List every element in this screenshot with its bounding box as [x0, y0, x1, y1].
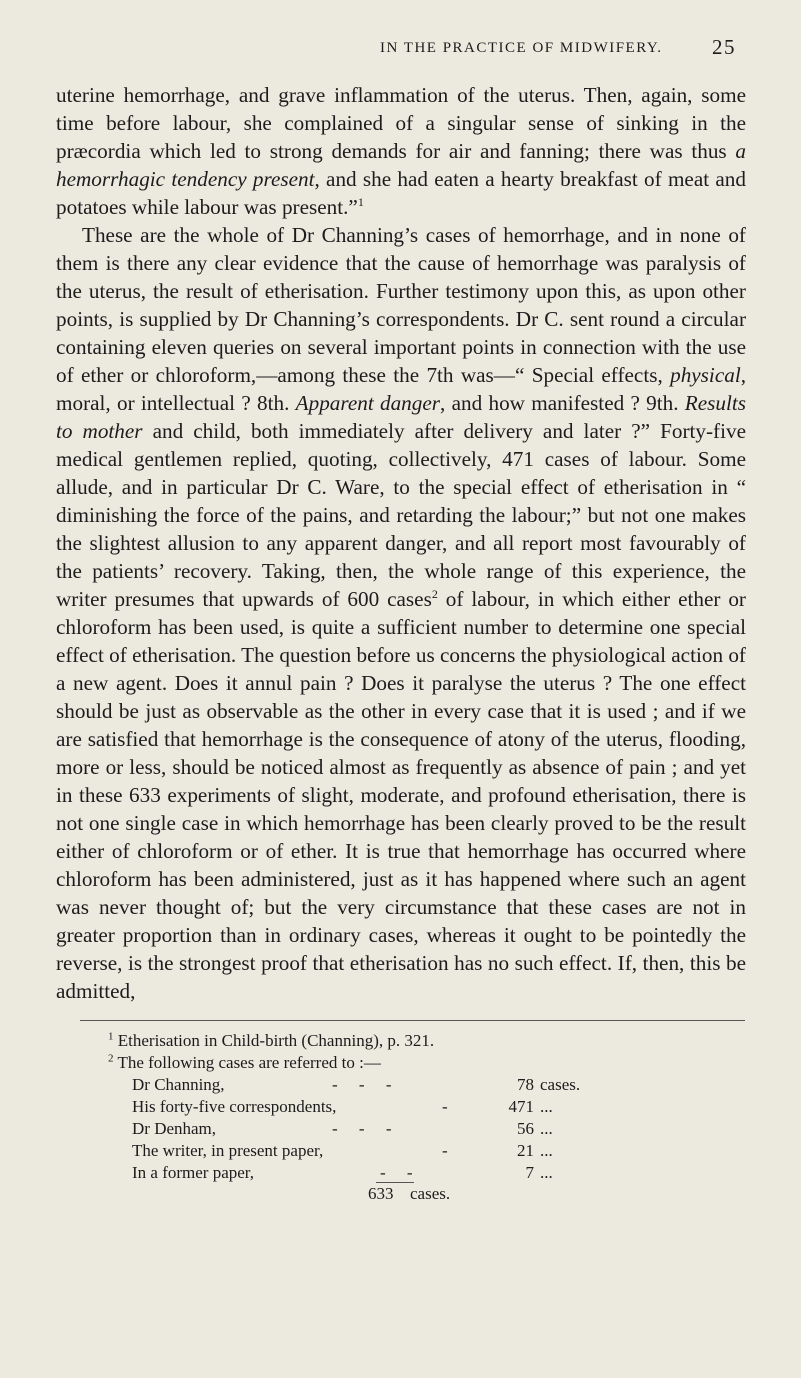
emphasis: Apparent danger — [295, 391, 441, 415]
paragraph-1: uterine hemorrhage, and grave inflammation of the uterus. Then, again, some time before labour, she complained of a singular sense of sinking in the præcordia which led to strong demands for air and fanning; there was thus a hemorrhagic tendency present, and she had eaten a hearty breakfast of meat and potatoes while labour was present.”$^1$ — [56, 83, 746, 219]
page-number: 25 — [712, 35, 736, 59]
footnote-2: $^2$ The following cases are referred to :— — [108, 1052, 381, 1072]
case-table — [132, 1074, 768, 1184]
table-row: In a former paper, - - 7 ... — [132, 1163, 553, 1182]
running-title: IN THE PRACTICE OF MIDWIFERY. — [380, 40, 663, 56]
paragraph-2: These are the whole of Dr Channing’s cases of hemorrhage, and in none of them is there any clear evidence that the cause of hemorrhage was paralysis of the uterus, the result of etherisation. Further testimony upon this, as upon other points, is supplied by Dr Channing’s correspondents. Dr C. sent round a circular containing eleven queries on several important points in connection with the use of ether or chloroform,—among these the 7th was—“ Special effects, physical, moral, or intellectual ? 8th. Apparent danger, and how manifested ? 9th. Results to mother and child, both immediately after delivery and later ?” Forty-five medical gentlemen replied, quoting, collectively, 471 cases of labour. Some allude, and in particular Dr C. Ware, to the special effect of etherisation in “ diminishing the force of the pains, and retarding the labour;” but not one makes the slightest allusion to any apparent danger, and all report most favourably of the patients’ recovery. Taking, then, the whole range of this experience, the writer presumes that upwards of 600 cases$^2$ of labour, in which either ether or chloroform has been used, is quite a sufficient number to determine one special effect of etherisation. The question before us concerns the physiological action of a new agent. Does it annul pain ? Does it paralyse the uterus ? The one effect should be just as observable as the other in every case that it is used ; and if we are satisfied that hemorrhage is the consequence of atony of the uterus, flooding, more or less, should be noticed almost as frequently as absence of pain ; and yet in these 633 experiments of slight, moderate, and profound etherisation, there is not one single case in which hemorrhage has been clearly proved to be the result either of chloroform or of ether. It is true that hemorrhage has occurred where chloroform has been administered, just as it has happened where such an agent was never thought of; but the very circumstance that these cases are not in greater proportion than in ordinary cases, whereas it ought to be pointedly the reverse, is the strongest proof that etherisation has no such effect. If, then, this be admitted, — [56, 223, 747, 1003]
footnotes — [108, 1030, 768, 1184]
total-rule — [376, 1182, 414, 1183]
emphasis: Results to mother — [56, 391, 747, 443]
table-row: The writer, in present paper, - 21 ... — [132, 1141, 553, 1160]
footnote-ref-1: 1 — [357, 194, 364, 209]
table-row: His forty-five correspondents, - 471 ... — [132, 1097, 553, 1116]
table-row: Dr Denham, - - - 56 ... — [132, 1119, 553, 1138]
emphasis: physical — [670, 363, 741, 387]
total-unit: cases. — [410, 1184, 451, 1203]
total-value: 633 — [368, 1184, 394, 1203]
footnote-rule — [80, 1020, 745, 1021]
footnote-ref-2: 2 — [431, 586, 438, 601]
emphasis: a hemorrhagic tendency present — [56, 139, 746, 191]
table-row: Dr Channing, - - - 78 cases. — [132, 1075, 581, 1094]
body-text — [56, 81, 746, 1005]
footnote-1: $^1$ Etherisation in Child-birth (Channing), p. 321. — [108, 1030, 435, 1050]
